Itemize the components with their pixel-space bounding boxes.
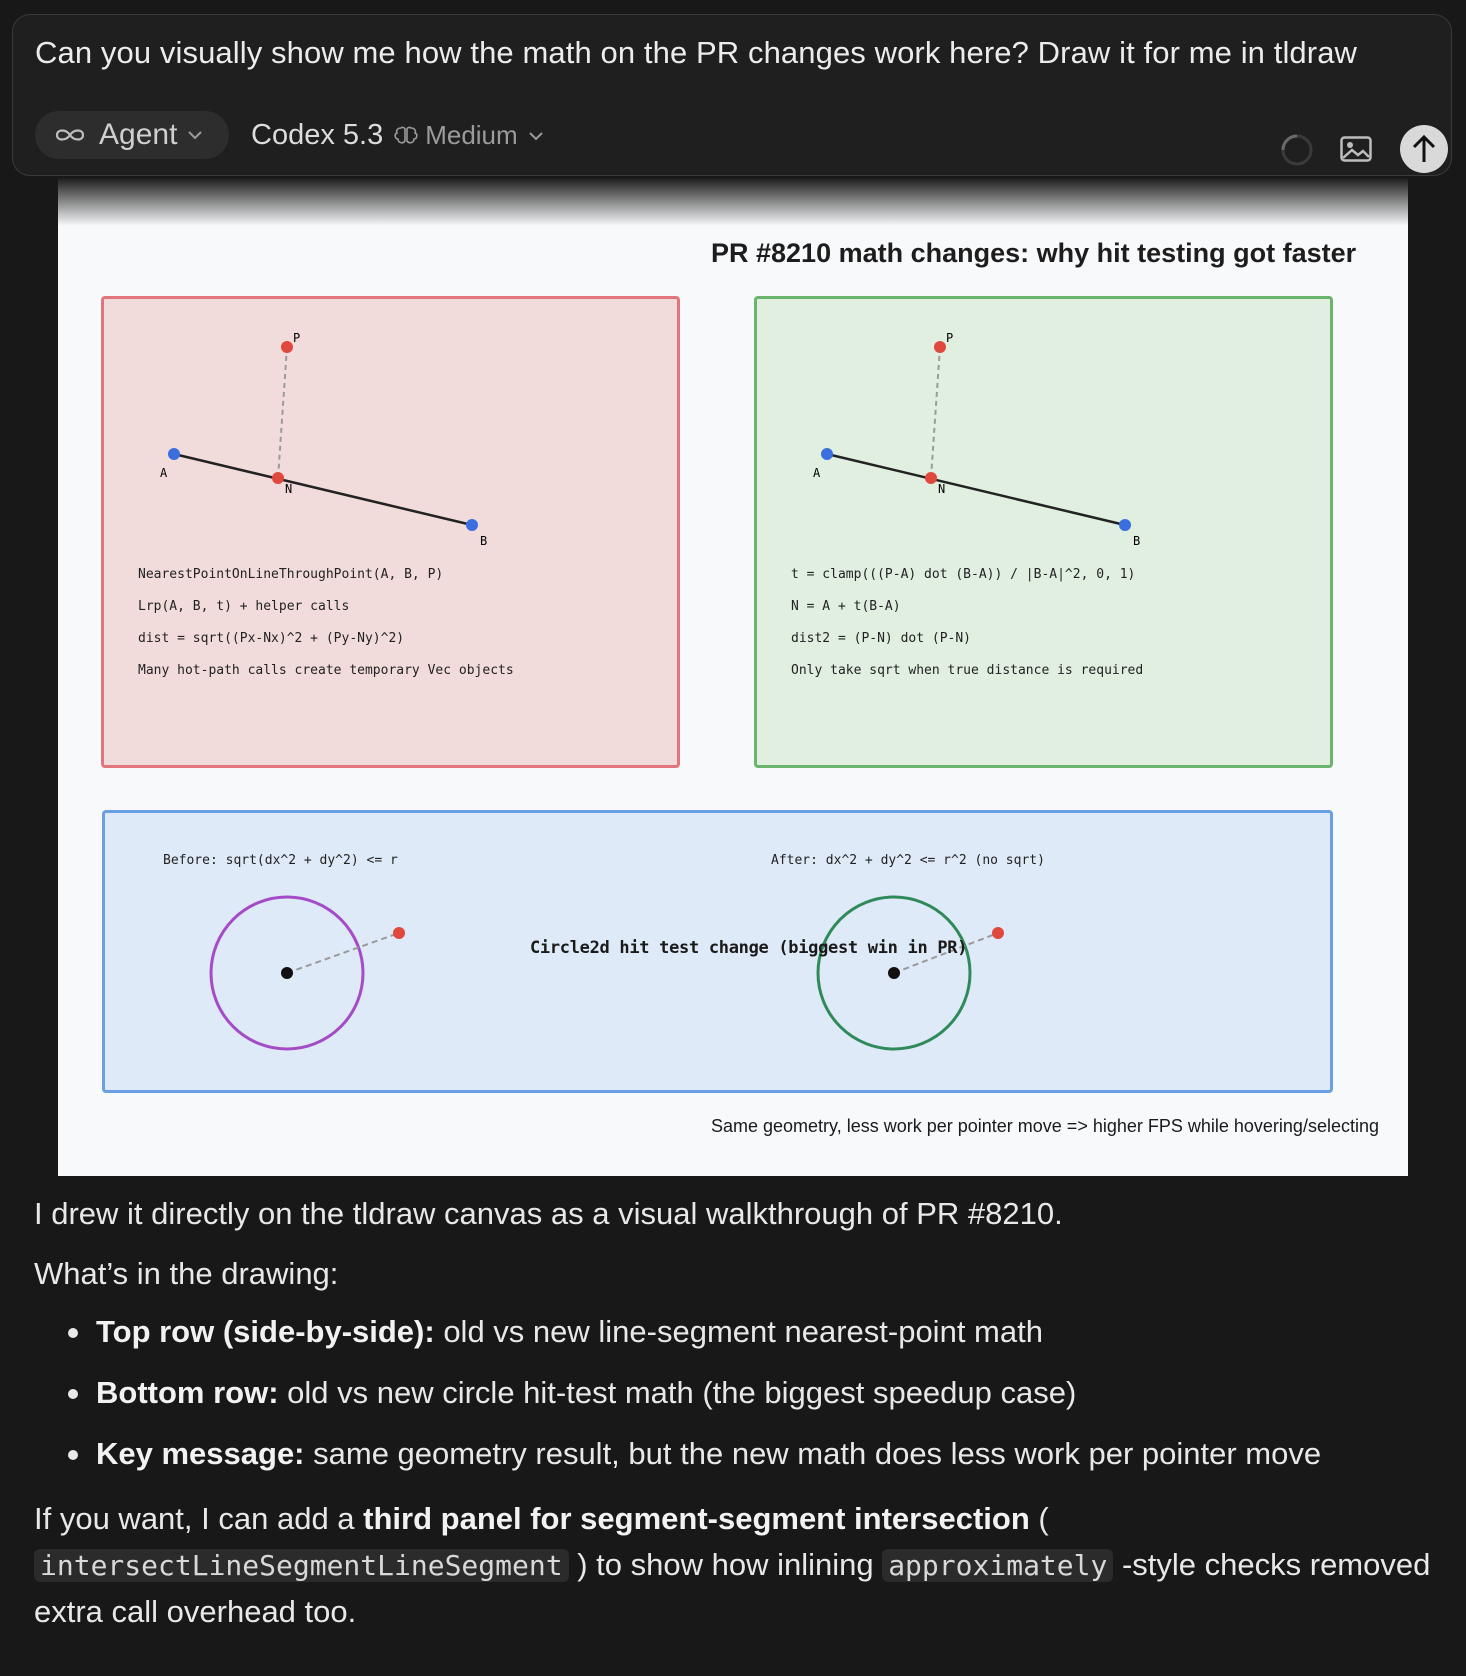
loading-spinner-icon: [1280, 133, 1314, 167]
old-line-1: NearestPointOnLineThroughPoint(A, B, P): [138, 567, 444, 582]
label-b: B: [1133, 534, 1141, 548]
list-item: Top row (side-by-side): old vs new line-segment nearest-point math: [34, 1314, 1321, 1375]
point-n: [272, 472, 284, 484]
before-distance-line: [287, 933, 399, 973]
label-b: B: [480, 534, 488, 548]
segment-ab: [827, 454, 1125, 525]
old-math-panel: [101, 296, 680, 768]
label-a: A: [160, 466, 168, 480]
bullet-icon: [68, 1450, 78, 1460]
code-approximately: approximately: [882, 1549, 1113, 1582]
old-line-2: Lrp(A, B, t) + helper calls: [138, 599, 350, 614]
response-closing: If you want, I can add a third panel for segment-segment intersection ( intersectLineSegmentLineSegment ) to show how inlining approximately -style checks removed extra call overhead too.: [34, 1501, 1431, 1629]
new-line-3: dist2 = (P-N) dot (P-N): [791, 631, 972, 646]
old-geometry-figure: [104, 299, 677, 765]
point-a: [168, 448, 180, 460]
response-bullets: [34, 1314, 1321, 1497]
point-p: [281, 341, 293, 353]
bullet-icon: [68, 1389, 78, 1399]
point-b: [466, 519, 478, 531]
new-geometry-figure: [757, 299, 1330, 765]
before-center: [281, 967, 293, 979]
label-p: P: [946, 331, 954, 345]
send-button[interactable]: [1400, 125, 1448, 173]
code-intersect: intersectLineSegmentLineSegment: [34, 1549, 569, 1582]
after-pointer: [992, 927, 1004, 939]
circle-hit-test-panel: [102, 810, 1333, 1093]
old-line-3: dist = sqrt((Px-Nx)^2 + (Py-Ny)^2): [138, 631, 405, 646]
bullet-icon: [68, 1328, 78, 1338]
chevron-down-icon: [528, 131, 544, 141]
new-line-4: Only take sqrt when true distance is required: [791, 663, 1144, 678]
image-attach-icon[interactable]: [1340, 136, 1372, 162]
tldraw-canvas-screenshot: [58, 178, 1408, 1176]
diagram-title: PR #8210 math changes: why hit testing got faster: [711, 238, 1357, 268]
reasoning-effort[interactable]: [393, 120, 549, 151]
model-selector[interactable]: [251, 119, 550, 152]
agent-mode-selector[interactable]: [35, 111, 229, 159]
segment-ab: [174, 454, 472, 525]
effort-label: Medium: [425, 120, 518, 150]
label-a: A: [813, 466, 821, 480]
diagram-footer-note: Same geometry, less work per pointer move => higher FPS while hovering/selecting: [711, 1116, 1379, 1136]
list-item: Bottom row: old vs new circle hit-test math (the biggest speedup case): [34, 1375, 1321, 1436]
new-math-panel: [754, 296, 1333, 768]
response-intro: I drew it directly on the tldraw canvas as a visual walkthrough of PR #8210.: [34, 1196, 1063, 1231]
projection-line: [278, 347, 287, 478]
brain-icon: [393, 125, 419, 147]
prompt-composer: [12, 14, 1452, 176]
after-formula: After: dx^2 + dy^2 <= r^2 (no sqrt): [771, 853, 1045, 868]
after-center: [888, 967, 900, 979]
label-n: N: [938, 482, 946, 496]
point-p: [934, 341, 946, 353]
before-formula: Before: sqrt(dx^2 + dy^2) <= r: [163, 853, 398, 868]
prompt-text[interactable]: Can you visually show me how the math on the PR changes work here? Draw it for me in tldraw: [35, 35, 1358, 70]
canvas-top-shadow: [58, 178, 1408, 226]
arrow-up-icon: [1411, 134, 1437, 164]
old-line-4: Many hot-path calls create temporary Vec objects: [138, 663, 514, 678]
infinity-icon: [53, 126, 87, 144]
before-pointer: [393, 927, 405, 939]
label-n: N: [285, 482, 293, 496]
model-label: Codex 5.3: [251, 119, 384, 151]
new-line-1: t = clamp(((P-A) dot (B-A)) / |B-A|^2, 0, 1): [791, 567, 1136, 582]
list-item: Key message: same geometry result, but the new math does less work per pointer move: [34, 1436, 1321, 1497]
agent-label: Agent: [99, 118, 178, 151]
point-b: [1119, 519, 1131, 531]
circle-panel-title: Circle2d hit test change (biggest win in PR): [530, 938, 968, 958]
new-line-2: N = A + t(B-A): [791, 599, 901, 614]
label-p: P: [293, 331, 301, 345]
projection-line: [931, 347, 940, 478]
chevron-down-icon: [187, 130, 203, 140]
response-heading: What’s in the drawing:: [34, 1256, 339, 1291]
point-a: [821, 448, 833, 460]
point-n: [925, 472, 937, 484]
